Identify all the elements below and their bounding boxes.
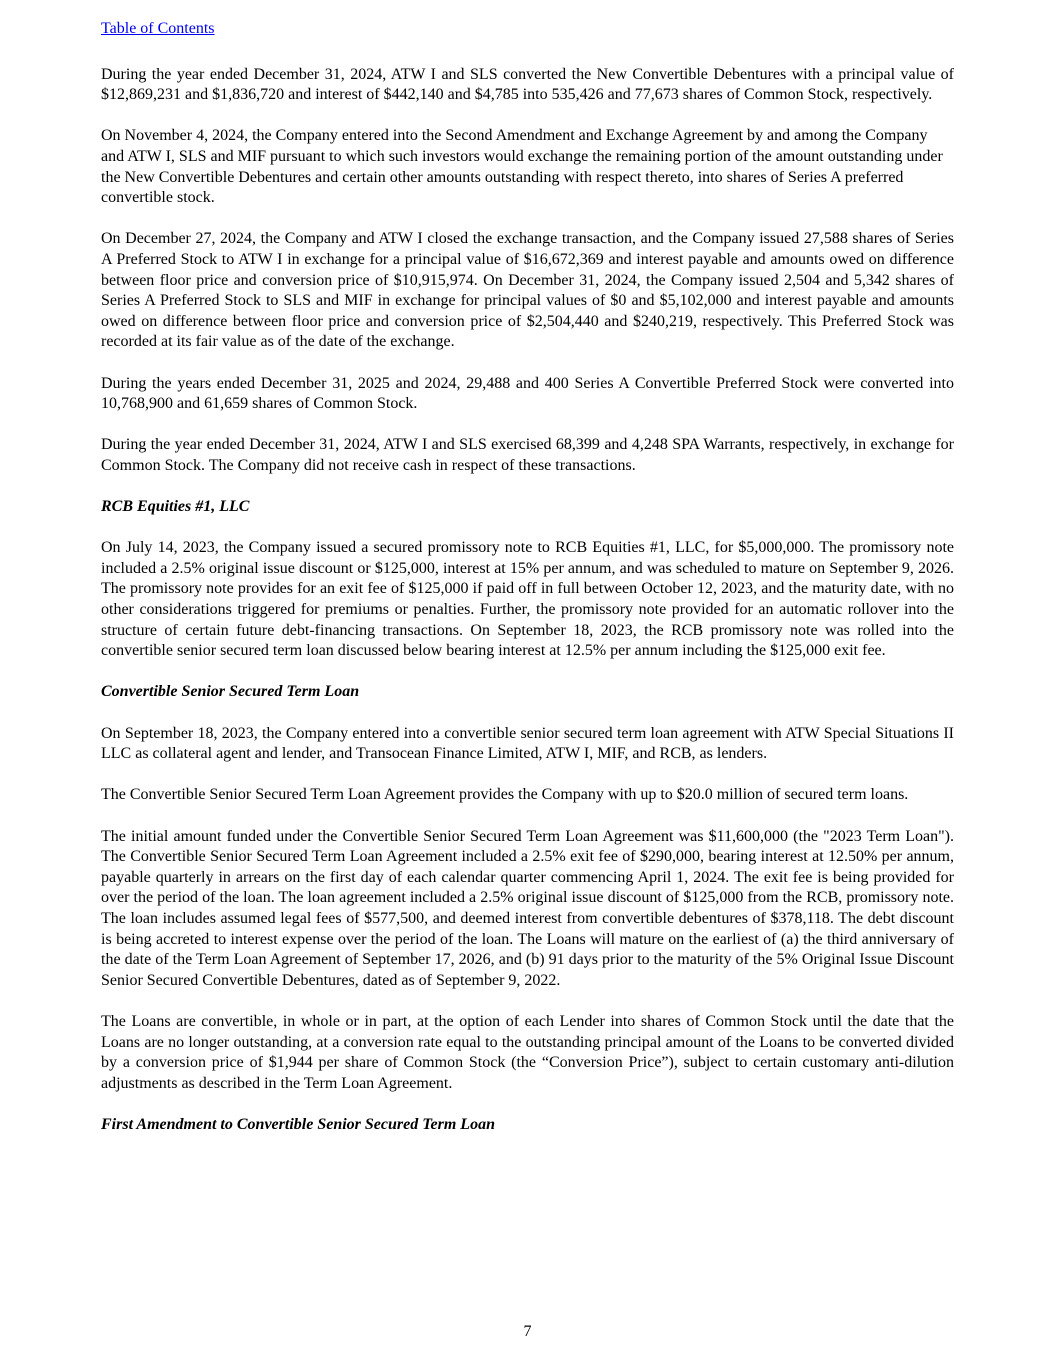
heading-rcb-equities: RCB Equities #1, LLC	[101, 498, 250, 516]
paragraph-term-loan-agreement: On September 18, 2023, the Company entered into a convertible senior secured term loan agreement with ATW Special Situations II LLC as collateral agent and lender, and Transocean Finance Limited, ATW I, MIF, and RCB, as lenders.	[101, 724, 954, 763]
table-of-contents-link[interactable]: Table of Contents	[101, 20, 215, 37]
heading-first-amendment: First Amendment to Convertible Senior Secured Term Loan	[101, 1115, 495, 1133]
paragraph-loan-convertibility: The Loans are convertible, in whole or in part, at the option of each Lender into shares of Common Stock until the date that the Loans are no longer outstanding, at a conversion rate equal to the outstanding principal amount of the Loans to be converted divided by a conversion price of $1,944 per share of Common Stock (the “Conversion Price”), subject to certain customary anti-dilution adjustments as described in the Term Loan Agreement.	[101, 1012, 954, 1092]
paragraph-spa-warrants: During the year ended December 31, 2024, ATW I and SLS exercised 68,399 and 4,248 SPA Warrants, respectively, in exchange for Common Stock. The Company did not receive cash in respect of these transactions.	[101, 436, 954, 474]
paragraph-rcb-promissory-note: On July 14, 2023, the Company issued a secured promissory note to RCB Equities #1, LLC, for $5,000,000. The promissory note included a 2.5% original issue discount or $125,000, interest at 15% per annum, and was scheduled to mature on September 9, 2026. The promissory note provides for an exit fee of $125,000 if paid off in full between October 12, 2023, and the maturity date, with no other considerations triggered for premiums or penalties. Further, the promissory note provided for an automatic rollover into the structure of certain future debt-financing transactions. On September 18, 2023, the RCB promissory note was rolled into the convertible senior secured term loan discussed below bearing interest at 12.5% per annum including the $125,000 exit fee.	[101, 539, 954, 660]
document-body	[101, 65, 954, 1136]
paragraph-initial-funding: The initial amount funded under the Convertible Senior Secured Term Loan Agreement was $11,600,000 (the "2023 Term Loan"). The Convertible Senior Secured Term Loan Agreement included a 2.5% exit fee of $290,000, bearing interest at 12.50% per annum, payable quarterly in arrears on the first day of each calendar quarter commencing April 1, 2024. The exit fee is being provided for over the period of the loan. The loan agreement included a 2.5% original issue discount of $125,000 from the RCB, promissory note. The loan includes assumed legal fees of $577,500, and deemed interest from convertible debentures of $378,118. The debt discount is being accreted to interest expense over the period of the loan. The Loans will mature on the earliest of (a) the third anniversary of the date of the Term Loan Agreement of September 17, 2026, and (b) 91 days prior to the maturity of the 5% Original Issue Discount Senior Secured Convertible Debentures, dated as of September 9, 2022.	[101, 827, 954, 989]
heading-convertible-term-loan: Convertible Senior Secured Term Loan	[101, 683, 360, 701]
page-number: 7	[523, 1323, 532, 1340]
paragraph-exchange-transaction: On December 27, 2024, the Company and ATW I closed the exchange transaction, and the Company issued 27,588 shares of Series A Preferred Stock to ATW I in exchange for a principal value of $16,672,369 and interest payable and amounts owed on difference between floor price and conversion price of $10,915,974. On December 31, 2024, the Company issued 2,504 and 5,342 shares of Series A Preferred Stock to SLS and MIF in exchange for principal values of $0 and $5,102,000 and interest payable and amounts owed on difference between floor price and conversion price of $2,504,440 and $240,219, respectively. This Preferred Stock was recorded at its fair value as of the date of the exchange.	[101, 230, 954, 351]
paragraph-preferred-conversion: During the years ended December 31, 2025 and 2024, 29,488 and 400 Series A Convertible Preferred Stock were converted into 10,768,900 and 61,659 shares of Common Stock.	[101, 374, 954, 413]
paragraph-debenture-conversion: During the year ended December 31, 2024, ATW I and SLS converted the New Convertible Debentures with a principal value of $12,869,231 and $1,836,720 and interest of $442,140 and $4,785 into 535,426 and 77,673 shares of Common Stock, respectively.	[101, 65, 954, 104]
paragraph-term-loan-capacity: The Convertible Senior Secured Term Loan Agreement provides the Company with up to $20.0 million of secured term loans.	[101, 786, 909, 804]
paragraph-second-amendment: On November 4, 2024, the Company entered into the Second Amendment and Exchange Agreement by and among the Company and ATW I, SLS and MIF pursuant to which such investors would exchange the remaining portion of the amount outstanding under the New Convertible Debentures and certain other amounts outstanding with respect thereto, into shares of Series A preferred convertible stock.	[101, 127, 943, 207]
document-page	[101, 19, 954, 1156]
